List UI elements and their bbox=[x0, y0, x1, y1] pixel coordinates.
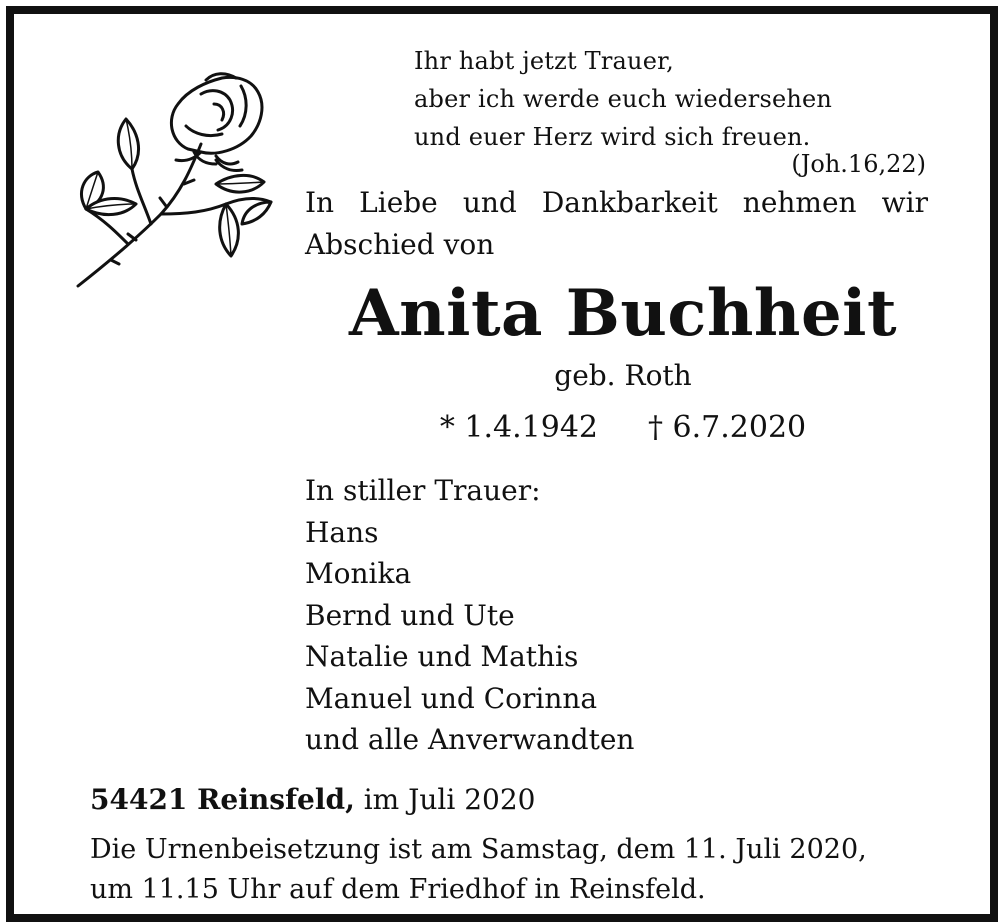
mourner-name: Bernd und Ute bbox=[305, 598, 515, 632]
intro-word: und bbox=[462, 186, 517, 219]
mourner-name: Natalie und Mathis bbox=[305, 640, 579, 673]
mourner-name: Monika bbox=[305, 557, 412, 590]
deceased-name: Anita Buchheit bbox=[348, 276, 898, 351]
intro-line-1 bbox=[305, 182, 928, 224]
verse bbox=[414, 42, 832, 156]
mourners-list bbox=[305, 470, 634, 761]
intro-word: In bbox=[305, 186, 335, 219]
birth-date: * 1.4.1942 bbox=[439, 410, 598, 445]
intro-word: nehmen bbox=[742, 186, 857, 219]
verse-line: und euer Herz wird sich freuen. bbox=[414, 123, 811, 151]
verse-line: Ihr habt jetzt Trauer, bbox=[414, 47, 674, 75]
mourner-name: und alle Anverwandten bbox=[305, 723, 635, 756]
intro-word: wir bbox=[881, 186, 928, 219]
verse-reference: (Joh.16,22) bbox=[791, 150, 926, 178]
death-date: † 6.7.2020 bbox=[648, 410, 807, 445]
maiden-name: geb. Roth bbox=[554, 359, 692, 392]
mourner-name: Manuel und Corinna bbox=[305, 681, 598, 715]
funeral-line: um 11.15 Uhr auf dem Friedhof in Reinsfeld. bbox=[90, 874, 706, 905]
place-location: 54421 Reinsfeld, bbox=[90, 783, 355, 816]
intro-word: Dankbarkeit bbox=[541, 186, 718, 219]
place-date: im Juli 2020 bbox=[354, 783, 536, 816]
mourner-name: Hans bbox=[305, 515, 379, 549]
verse-line: aber ich werde euch wiedersehen bbox=[414, 85, 833, 113]
intro-word: Liebe bbox=[359, 186, 438, 219]
obituary-frame bbox=[6, 6, 998, 922]
funeral-line: Die Urnenbeisetzung ist am Samstag, dem 11. Juli 2020, bbox=[90, 834, 867, 865]
life-dates bbox=[294, 406, 952, 450]
intro-line-2: Abschied von bbox=[305, 228, 495, 261]
intro-text bbox=[305, 182, 928, 266]
mourners-heading: In stiller Trauer: bbox=[305, 474, 541, 507]
funeral-notice bbox=[90, 830, 867, 910]
rose-icon bbox=[66, 64, 281, 296]
place-and-date bbox=[90, 780, 535, 820]
